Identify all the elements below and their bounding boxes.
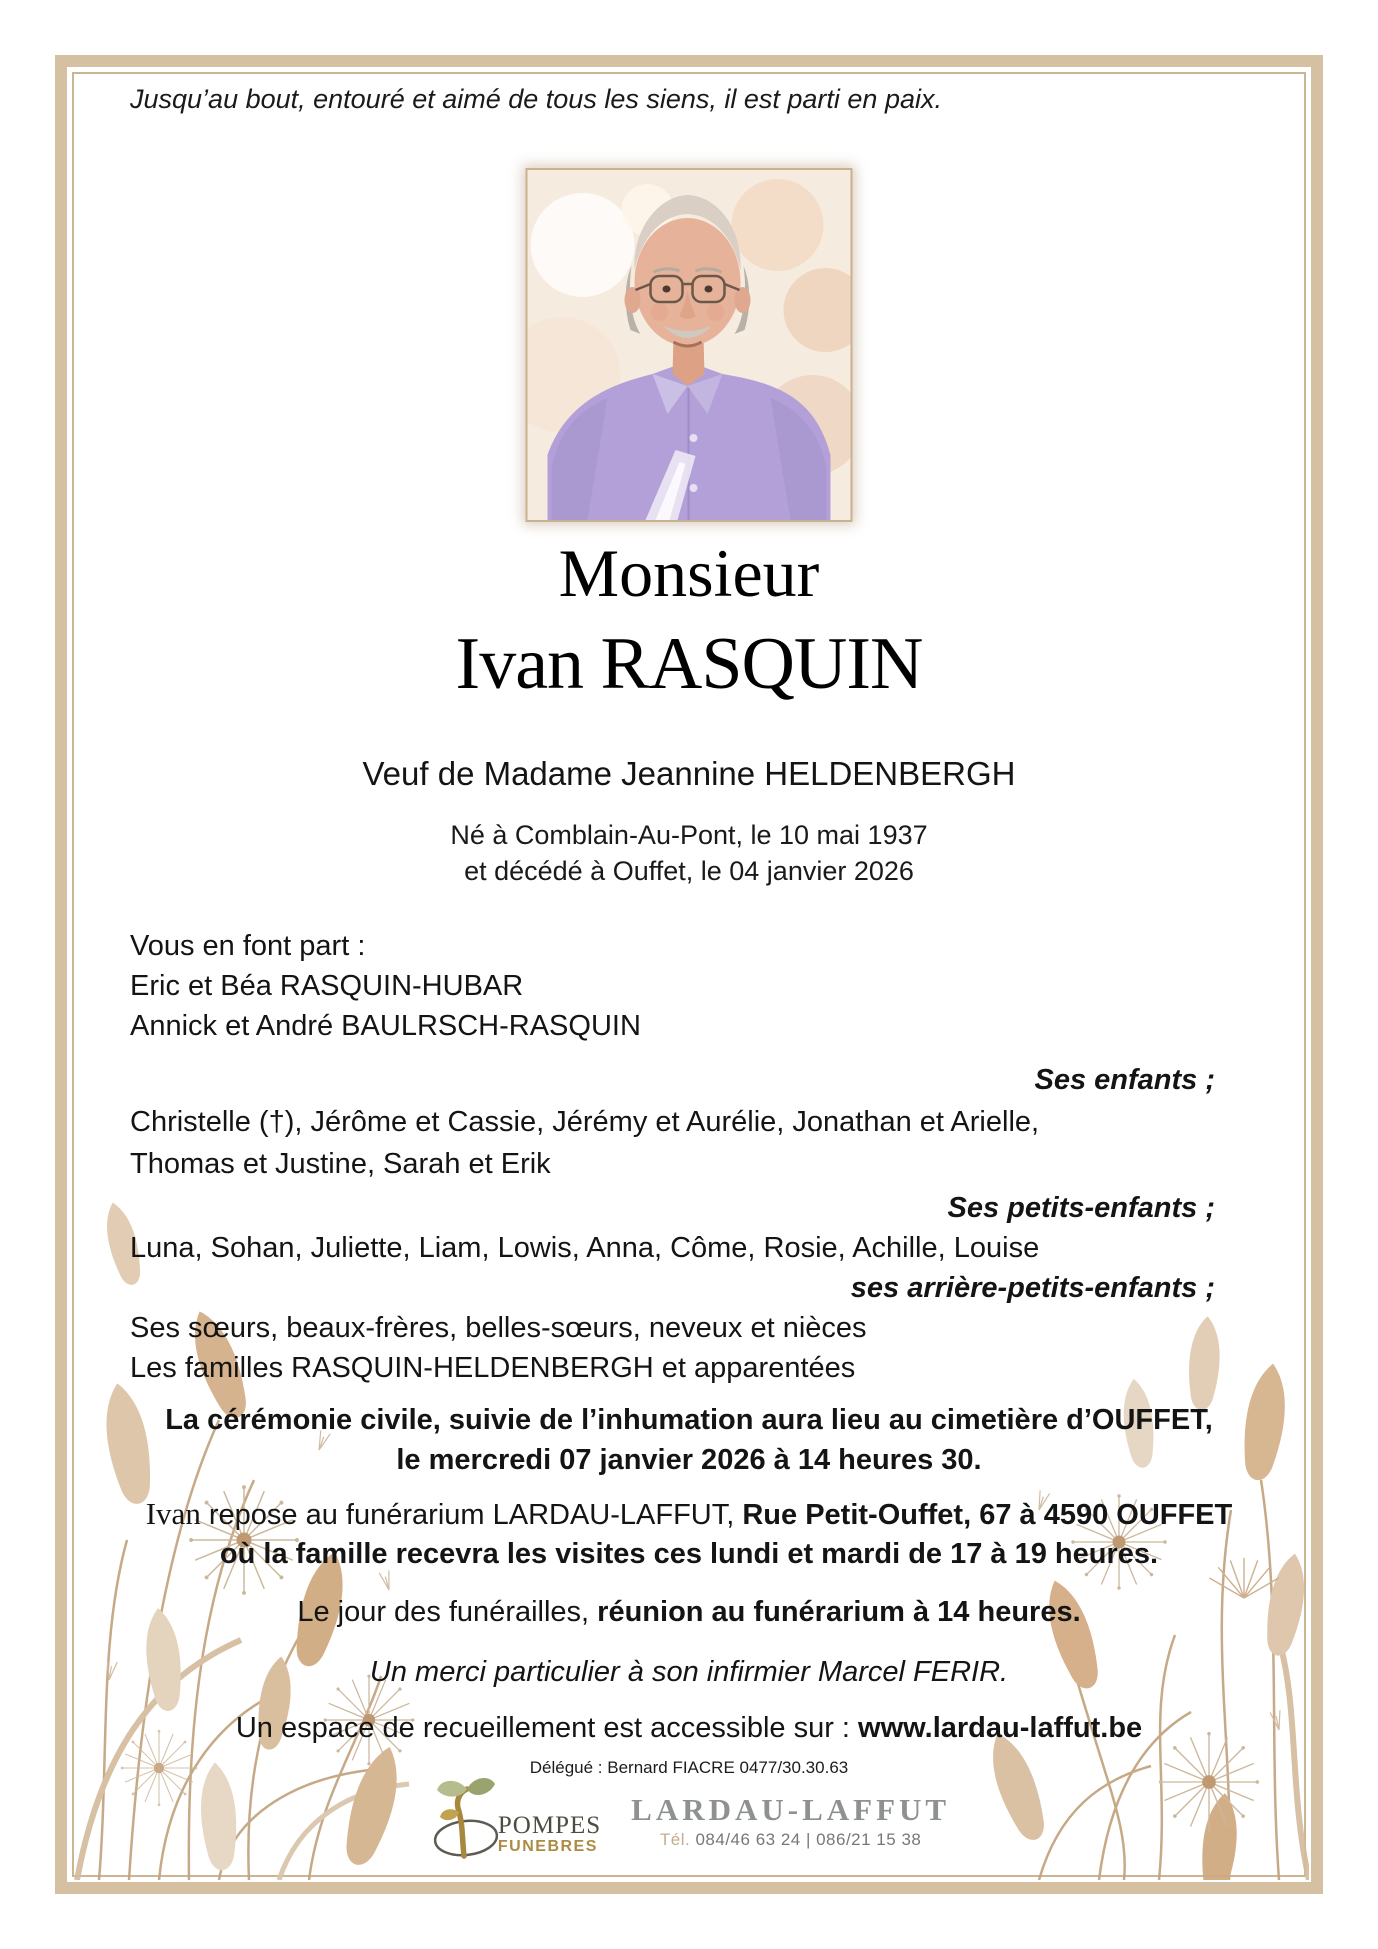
funeral-day-text: Le jour des funérailles,	[297, 1596, 598, 1628]
repose-address: Rue Petit-Ouffet, 67 à 4590 OUFFET	[742, 1499, 1233, 1531]
delegate-line: Délégué : Bernard FIACRE 0477/30.30.63	[529, 1758, 849, 1777]
memorial-text: Un espace de recueillement est accessible sur :	[235, 1712, 859, 1744]
ceremony-line-1: La cérémonie civile, suivie de l’inhumation aura lieu au cimetière d’OUFFET,	[165, 1404, 1213, 1436]
repose-first-name: Ivan	[145, 1496, 201, 1531]
portrait-illustration	[528, 170, 851, 520]
company-phone	[660, 1830, 921, 1850]
opening-quote: Jusqu’au bout, entouré et aimé de tous les siens, il est parti en paix.	[130, 84, 942, 114]
civility-title: Monsieur	[558, 535, 820, 611]
memorial-line	[74, 1708, 1304, 1748]
grandchildren-label: Ses petits-enfants ;	[947, 1192, 1215, 1224]
great-grandchildren-line: Luna, Sohan, Juliette, Liam, Lowis, Anna, Côme, Rosie, Achille, Louise	[130, 1232, 1040, 1264]
company-block	[631, 1794, 950, 1850]
ceremony-line-2: le mercredi 07 janvier 2026 à 14 heures 30.	[396, 1444, 982, 1476]
great-grandchildren-label: ses arrière-petits-enfants ;	[850, 1272, 1215, 1304]
company-name: LARDAU-LAFFUT	[631, 1792, 951, 1828]
funeral-home-logo	[74, 1776, 1304, 1868]
logo-pompes-label: POMPES	[497, 1811, 602, 1839]
funeral-day-bold: réunion au funérarium à 14 heures.	[597, 1596, 1081, 1628]
funeral-day-line	[74, 1592, 1304, 1632]
grandchildren-line-2: Thomas et Justine, Sarah et Erik	[130, 1148, 551, 1180]
children-line-1: Eric et Béa RASQUIN-HUBAR	[130, 970, 524, 1002]
grandchildren-line-1: Christelle (†), Jérôme et Cassie, Jérémy et Aurélie, Jonathan et Arielle,	[130, 1106, 1040, 1138]
repose-line	[74, 1494, 1304, 1535]
phone-numbers: 084/46 63 24 | 086/21 15 38	[695, 1829, 922, 1849]
portrait-photo	[526, 168, 853, 522]
relatives-line: Ses sœurs, beaux-frères, belles-sœurs, neveux et nièces	[130, 1312, 867, 1344]
logo-funebres-label: FUNEBRES	[497, 1838, 598, 1856]
widower-line: Veuf de Madame Jeannine HELDENBERGH	[362, 755, 1016, 792]
families-line: Les familles RASQUIN-HELDENBERGH et apparentées	[130, 1352, 856, 1384]
logo-mark	[428, 1776, 601, 1868]
repose-text: repose au funérarium LARDAU-LAFFUT,	[200, 1499, 743, 1531]
visits-line: où la famille recevra les visites ces lundi et mardi de 17 à 19 heures.	[219, 1538, 1159, 1570]
announcement-intro: Vous en font part :	[130, 930, 366, 962]
children-label: Ses enfants ;	[1034, 1064, 1215, 1096]
death-line: et décédé à Ouffet, le 04 janvier 2026	[464, 856, 914, 886]
birth-line: Né à Comblain-Au-Pont, le 10 mai 1937	[450, 820, 928, 850]
children-line-2: Annick et André BAULRSCH-RASQUIN	[130, 1010, 641, 1042]
phone-label: Tél.	[659, 1829, 691, 1849]
logo-mark-text	[498, 1813, 601, 1856]
memorial-url: www.lardau-laffut.be	[858, 1712, 1143, 1744]
thanks-line: Un merci particulier à son infirmier Marcel FERIR.	[369, 1656, 1009, 1688]
deceased-name: Ivan RASQUIN	[455, 623, 923, 705]
